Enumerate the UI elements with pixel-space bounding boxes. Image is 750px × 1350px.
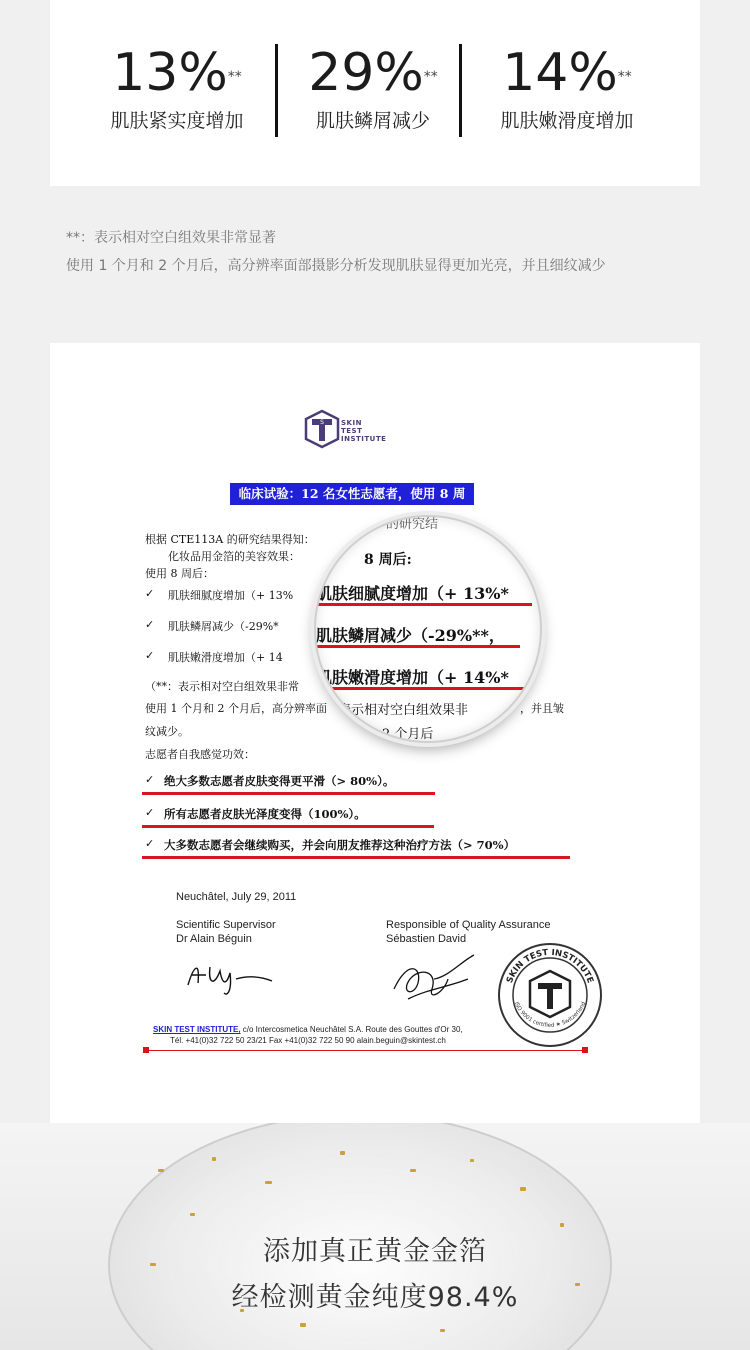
result-item: 肌肤鳞屑减少（-29%* [168,620,279,633]
gold-leaf-banner [0,1123,750,1350]
report-note: 使用 1 个月和 2 个月后，高分辨率面 [145,702,327,715]
self-assessment-heading: 志愿者自我感觉功效： [145,748,255,761]
stats-card [50,0,700,186]
check-icon: ✓ [145,618,155,631]
footnote-photography: 使用 1 个月和 2 个月后，高分辨率面部摄影分析发现肌肤显得更加光亮，并且细纹减少 [66,258,606,274]
claim-repurchase: 大多数志愿者会继续购买，并会向朋友推荐这种治疗方法（> 70%） [164,838,516,852]
magnified-fragment: 的研究结 [386,517,439,532]
report-date: Neuchâtel, July 29, 2011 [176,891,297,903]
report-note: 纹减少。 [145,725,189,738]
footnote-significance: **：表示相对空白组效果非常显著 [66,230,276,246]
stat-label: 肌肤紧实度增加 [110,110,244,132]
magnified-item: 肌肤鳞屑减少（-29%**， [316,626,505,645]
report-intro: 化妆品用金箔的美容效果： [168,550,300,563]
institute-seal [496,941,604,1049]
stat-value: 29% [308,43,424,103]
magnified-underline [316,645,520,648]
report-footer-address: SKIN TEST INSTITUTE, c/o Intercosmetica Neuchâtel S.A. Route des Gouttes d'Or 30, [153,1025,463,1034]
report-footer-contact: Tél. +41(0)32 722 50 23/21 Fax +41(0)32 722 50 90 alain.beguin@skintest.ch [170,1036,446,1045]
stat-firmness [72,44,282,133]
gold-fleck [212,1157,216,1161]
stat-label: 肌肤嫩滑度增加 [500,110,634,132]
gold-fleck [190,1213,195,1216]
gold-fleck [440,1329,445,1332]
gold-leaf-headline: 添加真正黄金金箔 [263,1236,487,1267]
stat-mark: ** [227,69,242,85]
claim-smoother: 绝大多数志愿者皮肤变得更平滑（> 80%）。 [164,774,395,788]
seal-subtitle: ISO 9001 certified ★ Switzerland [512,1001,588,1029]
claim-radiance: 所有志愿者皮肤光泽度变得（100%）。 [164,807,366,821]
qa-name: Sébastien David [386,933,467,945]
report-note: （**：表示相对空白组效果非常 [145,680,299,693]
report-note: ，并且皱 [520,702,564,715]
gold-fleck [410,1169,416,1172]
stat-scaling [268,44,478,133]
result-item: 肌肤嫩滑度增加（+ 14 [168,651,283,664]
supervisor-role: Scientific Supervisor [176,919,276,931]
footnotes [66,224,606,280]
magnified-fragment: 2 个月后 [382,727,434,742]
supervisor-signature [180,953,280,1003]
stat-label: 肌肤鳞屑减少 [315,110,430,132]
qa-role: Responsible of Quality Assurance [386,919,551,931]
magnified-underline [316,603,532,606]
svg-text:S: S [320,419,324,426]
supervisor-name: Dr Alain Béguin [176,933,252,945]
check-icon: ✓ [145,773,155,786]
magnifier-lens [314,515,542,743]
gold-fleck [560,1223,564,1227]
gold-fleck [158,1169,164,1172]
rule-endpoint [582,1047,588,1053]
clinical-report [50,343,700,1123]
gold-fleck [340,1151,345,1155]
magnified-underline [316,687,528,690]
stat-mark: ** [423,69,438,85]
seal-title: SKIN TEST INSTITUTE [505,947,595,985]
logo-text: SKIN TEST INSTITUTE [341,419,387,443]
report-title: 临床试验：12 名女性志愿者，使用 8 周 [230,483,474,505]
check-icon: ✓ [145,837,155,850]
magnified-weeks: 8 周后: [364,552,412,568]
stat-mark: ** [617,69,632,85]
footer-rule [146,1050,586,1051]
check-icon: ✓ [145,806,155,819]
check-icon: ✓ [145,649,155,662]
claim-underline [142,856,570,859]
rule-endpoint [143,1047,149,1053]
skin-test-institute-logo [304,409,340,449]
gold-fleck [520,1187,526,1191]
result-item: 肌肤细腻度增加（+ 13% [168,589,294,602]
claim-underline [142,825,434,828]
gold-fleck [470,1159,474,1162]
stat-value: 14% [502,43,618,103]
check-icon: ✓ [145,587,155,600]
magnified-item: 肌肤嫩滑度增加（+ 14%* [316,668,509,687]
report-intro: 使用 8 周后： [145,567,214,580]
gold-fleck [265,1181,272,1184]
stat-value: 13% [112,43,228,103]
magnified-item: 肌肤细腻度增加（+ 13%* [316,584,509,603]
gold-purity-headline: 经检测黄金纯度98.4% [231,1282,519,1313]
stat-smoothness [462,44,672,133]
claim-underline [142,792,435,795]
magnified-note: 表示相对空白组效果非 [338,703,469,718]
report-intro: 根据 CTE113A 的研究结果得知： [145,533,315,546]
gold-fleck [300,1323,306,1327]
qa-signature [388,949,488,1009]
